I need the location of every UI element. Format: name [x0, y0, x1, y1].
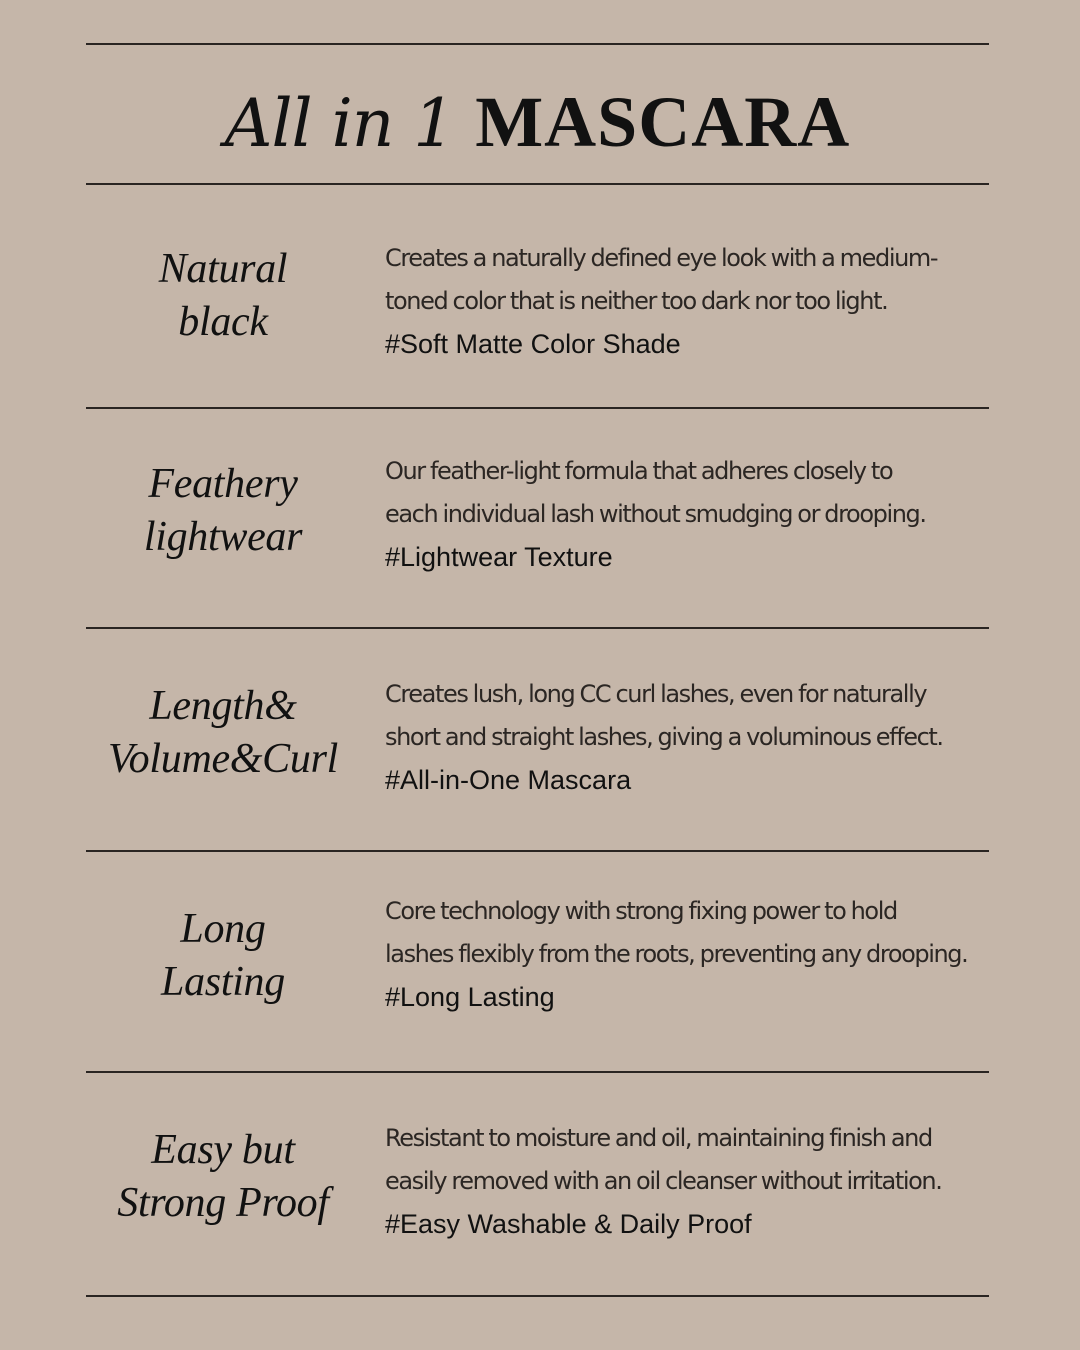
- feature-tag: #Easy Washable & Daily Proof: [385, 1209, 752, 1239]
- feature-name-line: Volume&Curl: [107, 736, 339, 782]
- feature-tag: #Soft Matte Color Shade: [385, 329, 681, 359]
- description-line: each individual lash without smudging or drooping.: [385, 500, 926, 528]
- description-line: Creates lush, long CC curl lashes, even for naturally: [385, 680, 927, 708]
- feature-description: [385, 450, 995, 579]
- feature-name: [86, 1124, 360, 1230]
- description-line: lashes flexibly from the roots, preventing any drooping.: [385, 940, 968, 968]
- section-divider: [86, 407, 989, 409]
- description-line: Core technology with strong fixing power to hold: [385, 897, 897, 925]
- feature-name-line: Feathery: [148, 461, 298, 507]
- feature-tag: #Long Lasting: [385, 982, 555, 1012]
- feature-name: [86, 680, 360, 786]
- feature-description: [385, 890, 995, 1019]
- description-line: Creates a naturally defined eye look with a medium-: [385, 244, 938, 272]
- header-bottom-rule: [86, 183, 989, 185]
- page-title: [86, 82, 989, 164]
- feature-name-line: Length&: [149, 683, 297, 729]
- feature-name-line: Easy but: [151, 1127, 295, 1173]
- feature-name: [86, 903, 360, 1009]
- feature-name-line: Long: [180, 906, 266, 952]
- description-line: short and straight lashes, giving a voluminous effect.: [385, 723, 943, 751]
- section-divider: [86, 627, 989, 629]
- feature-tag: #All-in-One Mascara: [385, 765, 632, 795]
- feature-description: [385, 237, 995, 366]
- feature-name-line: lightwear: [143, 514, 303, 560]
- feature-description: [385, 1117, 995, 1246]
- feature-name: [86, 458, 360, 564]
- title-lead: All in 1: [224, 85, 455, 162]
- feature-name: [86, 243, 360, 349]
- feature-name-line: Strong Proof: [117, 1180, 329, 1226]
- top-rule: [86, 43, 989, 45]
- section-divider: [86, 850, 989, 852]
- description-line: Our feather-light formula that adheres closely to: [385, 457, 893, 485]
- title-strong: MASCARA: [475, 82, 851, 162]
- description-line: toned color that is neither too dark nor too light.: [385, 287, 888, 315]
- feature-name-line: black: [178, 299, 268, 345]
- feature-description: [385, 673, 995, 802]
- feature-name-line: Natural: [158, 246, 288, 292]
- feature-name-line: Lasting: [161, 959, 285, 1005]
- feature-tag: #Lightwear Texture: [385, 542, 613, 572]
- description-line: Resistant to moisture and oil, maintaining finish and: [385, 1124, 932, 1152]
- bottom-rule: [86, 1295, 989, 1297]
- description-line: easily removed with an oil cleanser without irritation.: [385, 1167, 942, 1195]
- section-divider: [86, 1071, 989, 1073]
